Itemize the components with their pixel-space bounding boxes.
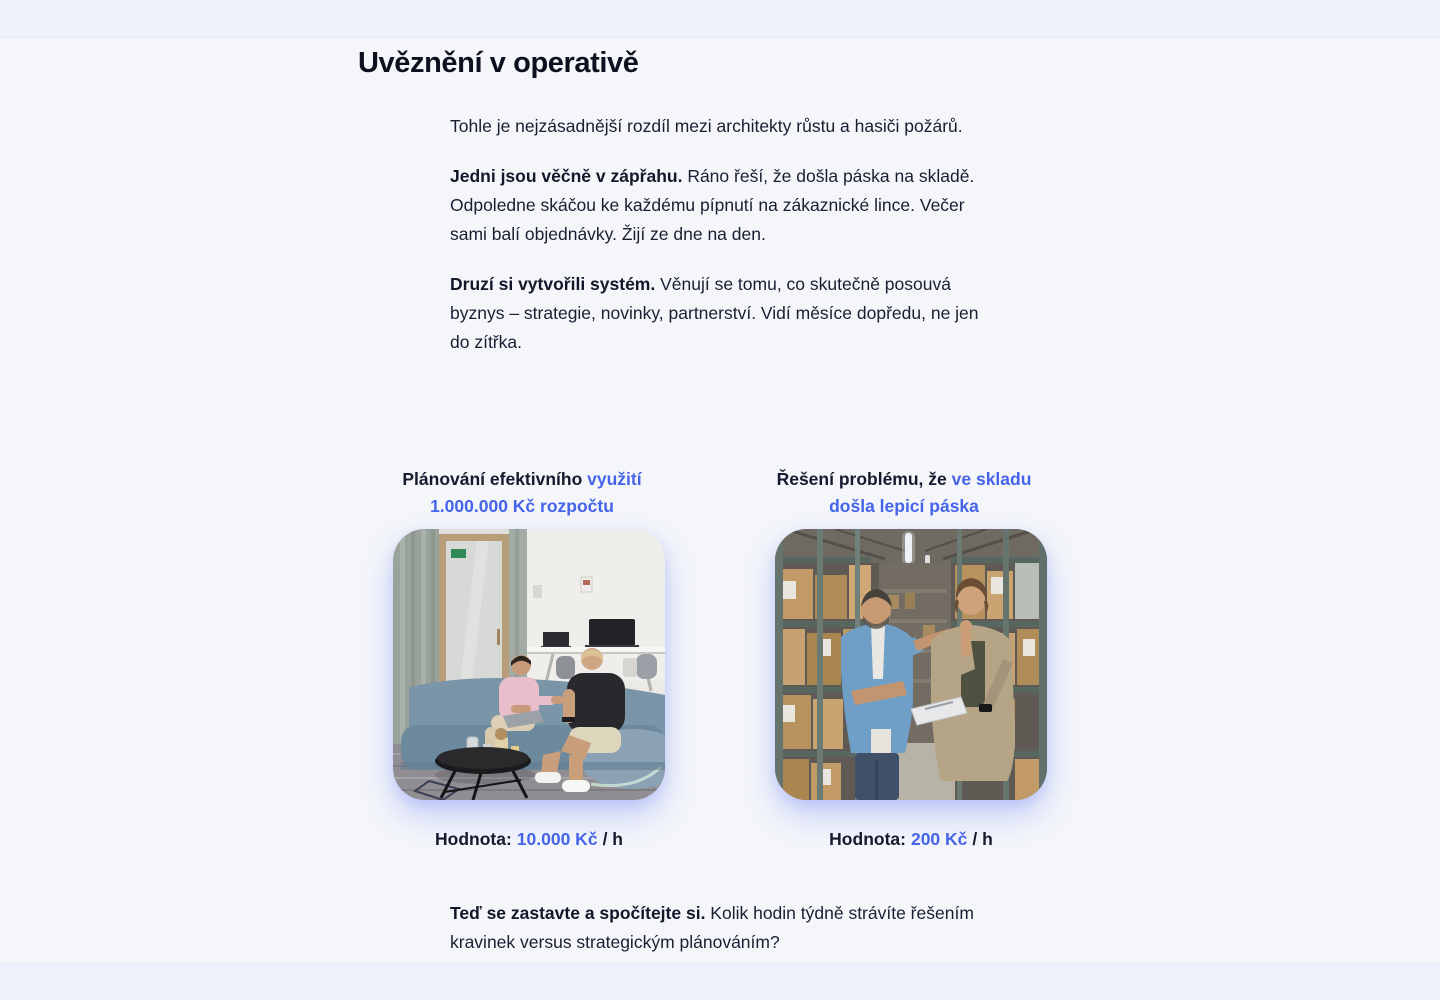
paragraph-lead: Druzí si vytvořili systém. (450, 274, 656, 294)
wall-frame (533, 585, 542, 598)
sneaker (562, 780, 590, 792)
value-unit: / h (972, 829, 993, 849)
left-caption (372, 466, 672, 520)
right-caption (754, 466, 1054, 520)
warehouse-scene-illustration (775, 529, 1047, 800)
left-caption-dark: Plánování efektivního (402, 469, 583, 489)
hand-on-chin (960, 620, 972, 632)
paragraph-architects (450, 270, 995, 357)
laptop (589, 619, 635, 646)
comparison-right-column (775, 466, 1047, 850)
box-label (1023, 639, 1035, 656)
office-chair (556, 656, 575, 679)
office-meeting-photo (393, 529, 665, 800)
paragraph-firefighters (450, 162, 995, 249)
closing-paragraph (450, 899, 995, 957)
paragraph-lead: Jedni jsou věčně v zápřahu. (450, 166, 683, 186)
right-caption-dark: Řešení problému, že (776, 469, 947, 489)
right-value-line (829, 829, 993, 850)
paragraph-text: Věnují se tomu, co skutečně posouvá byznys – strategie, novinky, partnerství. Vidí měsíce dopředu, ne jen do zítřka. (450, 274, 979, 352)
value-amount: 200 Kč (910, 829, 968, 849)
value-unit: / h (602, 829, 623, 849)
top-band (0, 0, 1440, 38)
wastebasket (623, 658, 637, 677)
comparison-left-column (393, 466, 665, 850)
comparison-row (0, 466, 1440, 850)
bottom-band (0, 963, 1440, 1000)
box-label (783, 705, 795, 722)
value-label: Hodnota: (829, 829, 906, 849)
sneaker (535, 772, 561, 783)
value-label: Hodnota: (435, 829, 512, 849)
closing-text: Kolik hodin týdně strávíte řešením kravinek versus strategickým plánováním? (450, 903, 974, 952)
section-heading: Uvěznění v operativě (358, 47, 639, 79)
value-amount: 10.000 Kč (516, 829, 598, 849)
right-caption-highlight: ve skladu došla lepicí páska (829, 469, 1032, 516)
wristwatch (562, 717, 575, 722)
warehouse-discussion-photo (775, 529, 1047, 800)
paragraph-text: Tohle je nejzásadnější rozdíl mezi architekty růstu a hasiči požárů. (450, 116, 963, 136)
box-label (783, 581, 796, 599)
exit-sign (451, 549, 466, 558)
office-chair (636, 654, 657, 679)
closing-lead: Teď se zastavte a spočítejte si. (450, 903, 706, 923)
wristwatch (979, 704, 992, 712)
office-scene-illustration (393, 529, 665, 800)
left-caption-highlight: využití 1.000.000 Kč rozpočtu (430, 469, 642, 516)
article-body (450, 112, 995, 378)
paragraph-intro (450, 112, 995, 141)
left-value-line (435, 829, 623, 850)
box-label (991, 577, 1003, 594)
strip-light (905, 533, 912, 563)
paragraph-text: Ráno řeší, že došla páska na skladě. Odpoledne skáčou ke každému pípnutí na zákaznické lince. Večer sami balí objednávky. Žijí ze dne na den. (450, 166, 975, 244)
